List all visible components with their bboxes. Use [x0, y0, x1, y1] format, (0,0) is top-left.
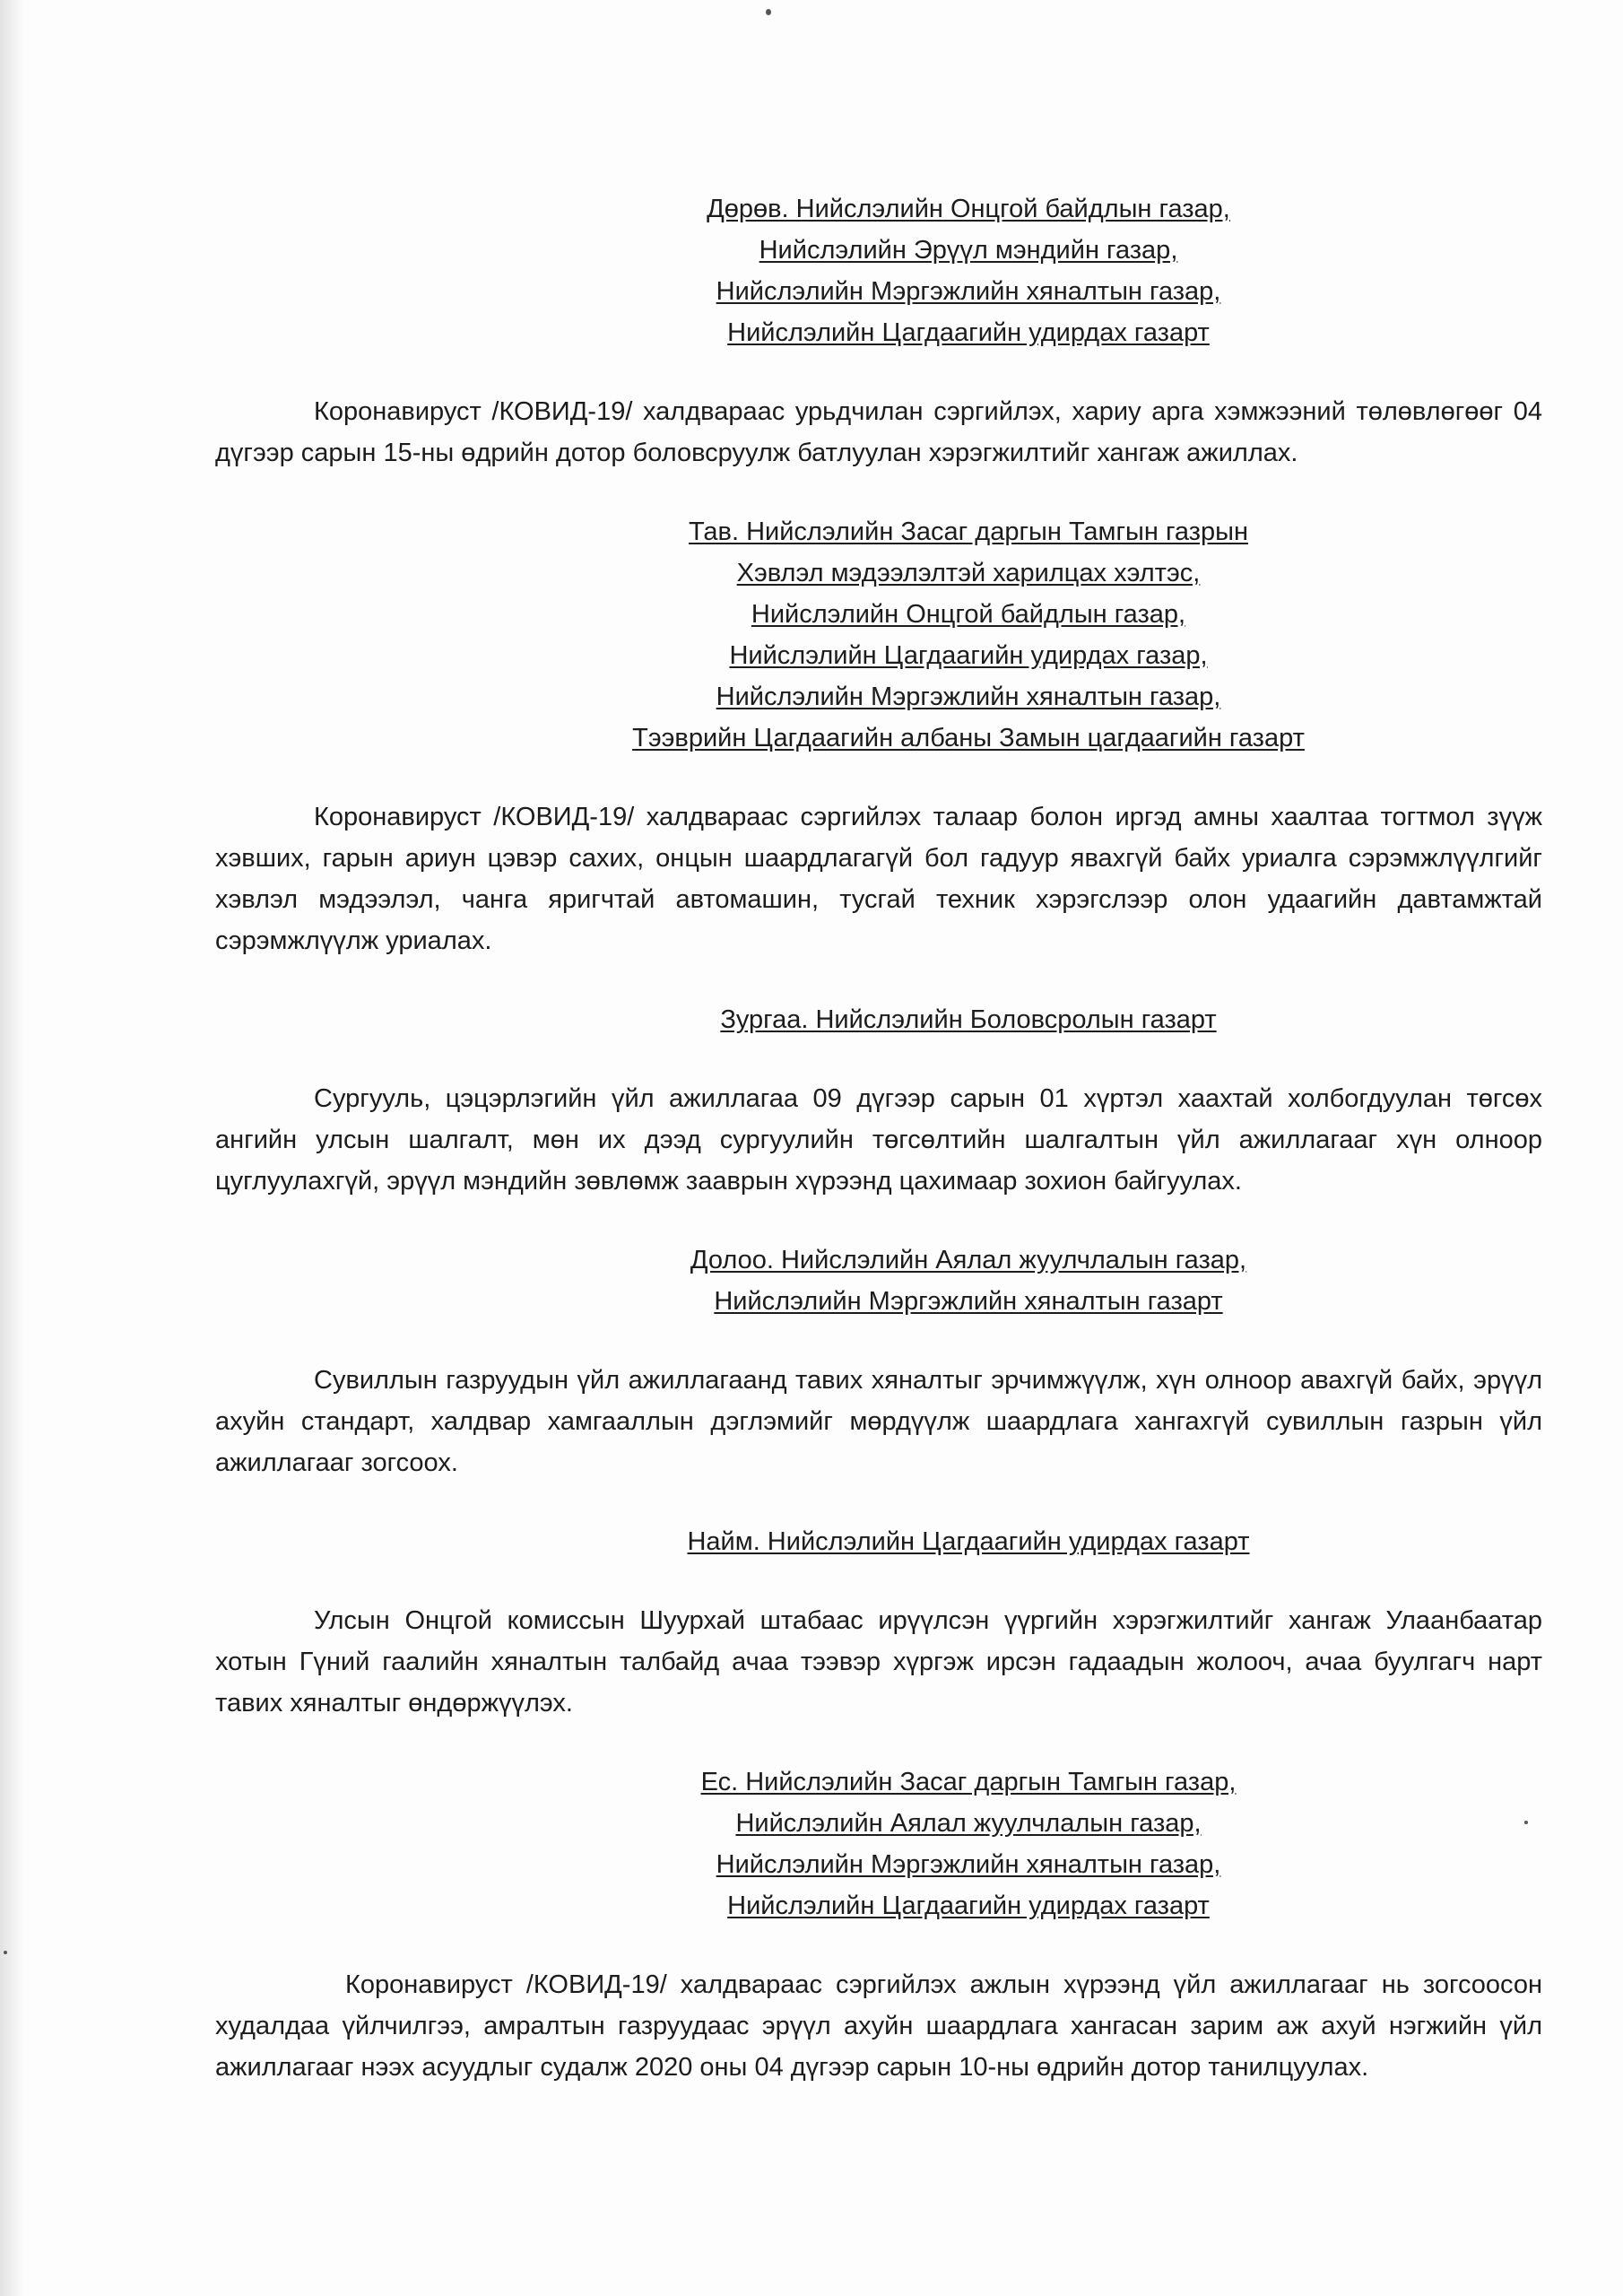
- section-paragraph-4: Коронавируст /КОВИД-19/ халдвараас урьдчилан сэргийлэх, хариу арга хэмжээний төлөвлөгөөг 04 дүгээр сарын 15-ны өдрийн дотор боловсруулж батлуулан хэрэгжилтийг хангаж ажиллах.: [215, 397, 1542, 467]
- section-heading-9: [215, 1761, 1542, 1926]
- heading-line: Нийслэлийн Цагдаагийн удирдах газар,: [729, 641, 1208, 670]
- section-heading-6: [215, 999, 1542, 1040]
- heading-line: Дөрөв. Нийслэлийн Онцгой байдлын газар,: [707, 195, 1230, 223]
- heading-line: Нийслэлийн Мэргэжлийн хяналтын газар,: [716, 277, 1221, 306]
- section-paragraph-9: Коронавируст /КОВИД-19/ халдвараас сэргийлэх ажлын хүрээнд үйл ажиллагааг нь зогсоосон худалдаа үйлчилгээ, амралтын газруудаас эрүүл ахуйн шаардлага хангасан зарим аж ахуй нэгжийн үйл ажиллагааг нээх асуудлыг судалж 2020 оны 04 дүгээр сарын 10-ны өдрийн дотор танилцуулах.: [215, 1970, 1542, 2082]
- heading-line: Нийслэлийн Цагдаагийн удирдах газарт: [727, 318, 1210, 347]
- section-paragraph-7: Сувиллын газруудын үйл ажиллагаанд тавих хяналтыг эрчимжүүлж, хүн олноор авахгүй байх, эрүүл ахуйн стандарт, халдвар хамгааллын дэглэмийг мөрдүүлж шаардлага хангахгүй сувиллын газрын үйл ажиллагааг зогсоох.: [215, 1366, 1542, 1477]
- heading-line: Долоо. Нийслэлийн Аялал жуулчлалын газар,: [690, 1246, 1247, 1274]
- section-paragraph-6: Сургууль, цэцэрлэгийн үйл ажиллагаа 09 дүгээр сарын 01 хүртэл хаахтай холбогдуулан төгсөх ангийн улсын шалгалт, мөн их дээд сургуулийн төгсөлтийн шалгалтын үйл ажиллагааг хүн олноор цуглуулахгүй, эрүүл мэндийн зөвлөмж зааврын хүрээнд цахимаар зохион байгуулах.: [215, 1084, 1542, 1196]
- heading-line: Тээврийн Цагдаагийн албаны Замын цагдаагийн газарт: [632, 724, 1305, 752]
- heading-line: Нийслэлийн Мэргэжлийн хяналтын газар,: [716, 683, 1221, 711]
- heading-line: Тав. Нийслэлийн Засаг даргын Тамгын газрын: [689, 517, 1248, 546]
- scan-speck: [766, 9, 771, 15]
- scan-speck: [4, 1951, 7, 1954]
- heading-line: Хэвлэл мэдээлэлтэй харилцах хэлтэс,: [736, 559, 1201, 587]
- section-heading-8: [215, 1521, 1542, 1562]
- heading-line: Зургаа. Нийслэлийн Боловсролын газарт: [720, 1005, 1217, 1034]
- heading-line: Нийслэлийн Эрүүл мэндийн газар,: [759, 236, 1178, 265]
- section-paragraph-5: Коронавируст /КОВИД-19/ халдвараас сэргийлэх талаар болон иргэд амны хаалтаа тогтмол зүүж хэвших, гарын ариун цэвэр сахих, онцын шаардлагагүй бол гадуур явахгүй байх уриалга сэрэмжлүүлгийг хэвлэл мэдээлэл, чанга яригчтай автомашин, тусгай техник хэрэгслээр олон удаагийн давтамжтай сэрэмжлүүлж уриалах.: [215, 803, 1542, 955]
- section-paragraph-8: Улсын Онцгой комиссын Шуурхай штабаас ирүүлсэн үүргийн хэрэгжилтийг хангаж Улаанбаатар хотын Гүний гаалийн хяналтын талбайд ачаа тээвэр хүргэж ирсэн гадаадын жолооч, ачаа буулгагч нарт тавих хяналтыг өндөржүүлэх.: [215, 1606, 1542, 1718]
- heading-line: Нийслэлийн Аялал жуулчлалын газар,: [735, 1809, 1202, 1838]
- heading-line: Найм. Нийслэлийн Цагдаагийн удирдах газарт: [687, 1527, 1250, 1556]
- section-heading-4: [215, 188, 1542, 353]
- section-heading-7: [215, 1239, 1542, 1322]
- heading-line: Нийслэлийн Онцгой байдлын газар,: [751, 600, 1186, 629]
- heading-line: Нийслэлийн Мэргэжлийн хяналтын газарт: [714, 1287, 1223, 1316]
- document-body: [215, 188, 1542, 2126]
- heading-line: Ес. Нийслэлийн Засаг даргын Тамгын газар,: [700, 1768, 1237, 1796]
- heading-line: Нийслэлийн Цагдаагийн удирдах газарт: [727, 1892, 1210, 1920]
- section-heading-5: [215, 511, 1542, 759]
- heading-line: Нийслэлийн Мэргэжлийн хяналтын газар,: [716, 1850, 1221, 1879]
